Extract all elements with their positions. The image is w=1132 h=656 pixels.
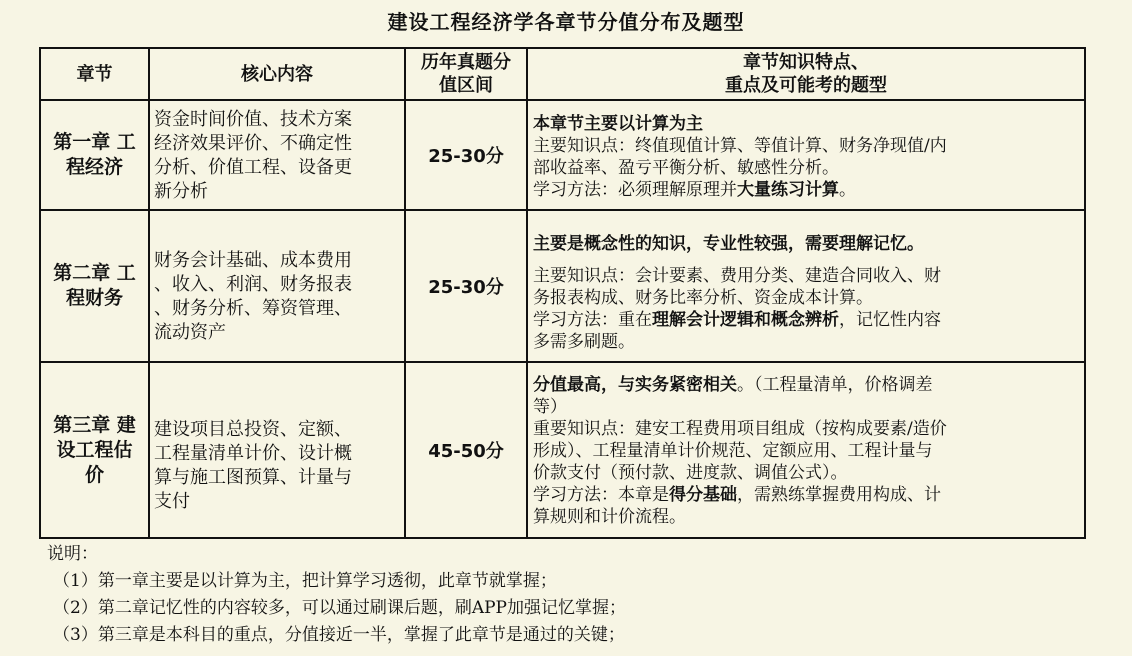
feature-text-segment: 学习方法：重在 bbox=[533, 310, 652, 330]
feature-line: 主要知识点：终值现值计算、等值计算、财务净现值/内 bbox=[533, 135, 947, 156]
core-line: 支付 bbox=[154, 491, 190, 512]
chapter-name bbox=[40, 362, 149, 538]
feature-highlight: 理解会计逻辑和概念辨析 bbox=[652, 310, 839, 330]
feature-line: 算规则和计价流程。 bbox=[533, 506, 686, 527]
feature-line: 形成）、工程量清单计价规范、定额应用、工程计量与 bbox=[533, 440, 933, 461]
table-row bbox=[40, 362, 1085, 538]
feature-text-segment: 学习方法：必须理解原理并 bbox=[533, 179, 737, 200]
notes-label: 说明： bbox=[47, 544, 98, 564]
header-features-line: 重点及可能考的题型 bbox=[725, 75, 887, 96]
note-item: （1）第一章主要是以计算为主，把计算学习透彻，此章节就掌握； bbox=[53, 571, 557, 591]
core-content bbox=[149, 100, 405, 210]
score-range: 45-50分 bbox=[405, 362, 527, 538]
feature-line: 多需多刷题。 bbox=[533, 332, 635, 352]
core-line: 财务会计基础、成本费用 bbox=[154, 250, 352, 271]
feature-line: 部收益率、盈亏平衡分析、敏感性分析。 bbox=[533, 157, 839, 178]
core-line: 、收入、利润、财务报表 bbox=[154, 274, 352, 295]
feature-text-segment: 学习方法：本章是 bbox=[533, 484, 669, 505]
chapter-name-line: 价 bbox=[84, 463, 104, 486]
core-line: 分析、价值工程、设备更 bbox=[154, 157, 352, 178]
header-score-line: 历年真题分 bbox=[421, 52, 511, 73]
core-line: 经济效果评价、不确定性 bbox=[154, 133, 352, 154]
feature-text bbox=[527, 100, 1085, 210]
feature-text-segment: 。 bbox=[839, 179, 856, 200]
chapter-name bbox=[40, 100, 149, 210]
chapter-name bbox=[40, 210, 149, 362]
table-row bbox=[40, 210, 1085, 362]
chapter-name-line: 第三章 建 bbox=[53, 413, 136, 436]
feature-line: 务报表构成、财务比率分析、资金成本计算。 bbox=[533, 288, 873, 308]
feature-line: 重要知识点：建安工程费用项目组成（按构成要素/造价 bbox=[533, 418, 947, 439]
feature-text-segment: ，记忆性内容 bbox=[839, 310, 941, 330]
feature-line bbox=[533, 484, 1084, 506]
core-content bbox=[149, 210, 405, 362]
feature-text bbox=[527, 362, 1085, 538]
feature-text-segment: ，需熟练掌握费用构成、计 bbox=[737, 484, 941, 505]
core-line: 算与施工图预算、计量与 bbox=[154, 467, 352, 488]
feature-highlight: 分值最高，与实务紧密相关 bbox=[533, 374, 737, 395]
feature-line: 主要是概念性的知识，专业性较强，需要理解记忆。 bbox=[533, 234, 924, 254]
feature-line bbox=[533, 374, 1084, 396]
header-features bbox=[527, 48, 1085, 100]
core-line: 流动资产 bbox=[154, 322, 226, 343]
table-row bbox=[40, 100, 1085, 210]
page-title: 建设工程经济学各章节分值分布及题型 bbox=[387, 10, 745, 34]
feature-line: 本章节主要以计算为主 bbox=[533, 113, 703, 134]
chapter-name-line: 第二章 工 bbox=[53, 262, 136, 284]
feature-line bbox=[533, 309, 1084, 331]
chapter-score-table bbox=[39, 47, 1086, 539]
feature-text-segment: 。（工程量清单，价格调差 bbox=[737, 374, 933, 395]
table-header-row bbox=[40, 48, 1085, 100]
score-range: 25-30分 bbox=[405, 210, 527, 362]
core-line: 建设项目总投资、定额、 bbox=[154, 419, 352, 440]
feature-line bbox=[533, 179, 1084, 201]
header-chapter: 章节 bbox=[40, 48, 149, 100]
chapter-name-line: 程经济 bbox=[65, 156, 123, 178]
chapter-name-line: 设工程估 bbox=[56, 438, 133, 461]
feature-line: 价款支付（预付款、进度款、调值公式）。 bbox=[533, 462, 848, 483]
feature-highlight: 得分基础 bbox=[669, 484, 737, 505]
chapter-name-line: 第一章 工 bbox=[53, 131, 136, 153]
header-features-line: 章节知识特点、 bbox=[743, 52, 869, 73]
note-item: （2）第二章记忆性的内容较多，可以通过刷课后题，刷APP加强记忆掌握； bbox=[53, 598, 626, 618]
feature-text bbox=[527, 210, 1085, 362]
core-content bbox=[149, 362, 405, 538]
feature-gap bbox=[533, 255, 1084, 265]
core-line: 、财务分析、筹资管理、 bbox=[154, 298, 352, 319]
note-item: （3）第三章是本科目的重点，分值接近一半，掌握了此章节是通过的关键； bbox=[53, 625, 625, 645]
core-line: 资金时间价值、技术方案 bbox=[154, 109, 352, 130]
score-range: 25-30分 bbox=[405, 100, 527, 210]
feature-line: 主要知识点：会计要素、费用分类、建造合同收入、财 bbox=[533, 266, 941, 286]
feature-line: 等） bbox=[533, 396, 567, 417]
header-core-content: 核心内容 bbox=[149, 48, 405, 100]
feature-highlight: 大量练习计算 bbox=[737, 179, 839, 200]
header-score-range bbox=[405, 48, 527, 100]
notes-section bbox=[47, 541, 626, 649]
chapter-name-line: 程财务 bbox=[65, 287, 123, 309]
core-line: 工程量清单计价、设计概 bbox=[154, 443, 352, 464]
header-score-line: 值区间 bbox=[439, 75, 493, 96]
core-line: 新分析 bbox=[154, 181, 208, 202]
